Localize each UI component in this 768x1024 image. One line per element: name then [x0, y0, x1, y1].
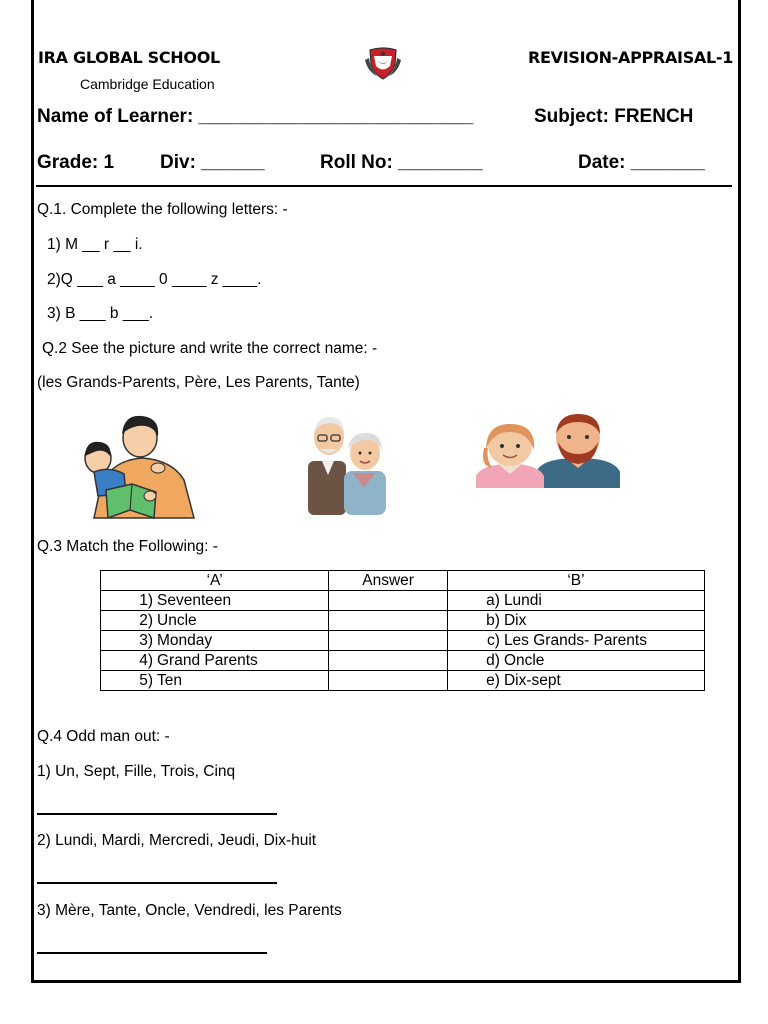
- column-a-header: ‘A’: [101, 571, 329, 591]
- column-answer-header: Answer: [329, 571, 448, 591]
- school-name: IRA GLOBAL SCHOOL: [38, 48, 220, 67]
- table-header-row: [101, 571, 705, 591]
- match-table: [100, 570, 705, 691]
- table-row: [101, 591, 705, 611]
- row-number-b: a): [486, 592, 500, 609]
- grade-label: Grade: 1: [37, 152, 115, 173]
- school-crest-icon: [362, 46, 404, 82]
- answer-line-1: [37, 813, 277, 815]
- answer-cell: [329, 651, 448, 671]
- term-b: Les Grands- Parents: [503, 632, 647, 649]
- answer-line-3: [37, 952, 267, 954]
- q2-title: Q.2 See the picture and write the correct name: -: [42, 340, 378, 357]
- q4-item-3: 3) Mère, Tante, Oncle, Vendredi, les Parents: [37, 902, 342, 919]
- grandparents-illustration: [304, 413, 390, 515]
- exam-title: REVISION-APPRAISAL-1: [528, 48, 734, 67]
- term-b: Oncle: [503, 652, 545, 669]
- answer-line-2: [37, 882, 277, 884]
- row-number-a: 3): [139, 632, 153, 649]
- answer-cell: [329, 671, 448, 691]
- row-number-b: b): [486, 612, 500, 629]
- learner-name-field: Name of Learner: __________________________: [37, 106, 474, 127]
- board-name: Cambridge Education: [80, 76, 215, 92]
- term-a: Ten: [157, 672, 182, 689]
- table-row: [101, 671, 705, 691]
- term-a: Grand Parents: [157, 652, 258, 669]
- q4-item-2: 2) Lundi, Mardi, Mercredi, Jeudi, Dix-huit: [37, 832, 317, 849]
- answer-cell: [329, 611, 448, 631]
- parents-couple-illustration: [474, 410, 622, 490]
- table-row: [101, 651, 705, 671]
- q1-item-1: 1) M __ r __ i.: [47, 236, 143, 253]
- q1-title: Q.1. Complete the following letters: -: [37, 201, 288, 218]
- q4-item-1: 1) Un, Sept, Fille, Trois, Cinq: [37, 763, 236, 780]
- q1-item-3: 3) B ___ b ___.: [47, 305, 153, 322]
- term-a: Uncle: [157, 612, 197, 629]
- answer-cell: [329, 631, 448, 651]
- row-number-a: 4): [139, 652, 153, 669]
- table-row: [101, 631, 705, 651]
- column-b-header: ‘B’: [447, 571, 704, 591]
- date-field: Date: _______: [578, 152, 705, 173]
- div-field: Div: ______: [160, 152, 265, 173]
- row-number-b: d): [486, 652, 500, 669]
- term-b: Dix: [503, 612, 527, 629]
- answer-cell: [329, 591, 448, 611]
- table-row: [101, 611, 705, 631]
- row-number-b: c): [487, 632, 500, 649]
- row-number-b: e): [486, 672, 500, 689]
- father-child-reading-illustration: [80, 410, 198, 522]
- q2-options: (les Grands-Parents, Père, Les Parents, Tante): [37, 374, 360, 391]
- term-a: Monday: [157, 632, 213, 649]
- roll-no-field: Roll No: ________: [320, 152, 483, 173]
- row-number-a: 5): [139, 672, 153, 689]
- term-b: Dix-sept: [503, 672, 561, 689]
- row-number-a: 1): [139, 592, 153, 609]
- term-a: Seventeen: [157, 592, 232, 609]
- header-divider: [36, 185, 732, 187]
- subject-label: Subject: FRENCH: [534, 106, 694, 127]
- row-number-a: 2): [139, 612, 153, 629]
- term-b: Lundi: [503, 592, 542, 609]
- q3-title: Q.3 Match the Following: -: [37, 538, 218, 555]
- q4-title: Q.4 Odd man out: -: [37, 728, 170, 745]
- q1-item-2: 2)Q ___ a ____ 0 ____ z ____.: [47, 271, 262, 288]
